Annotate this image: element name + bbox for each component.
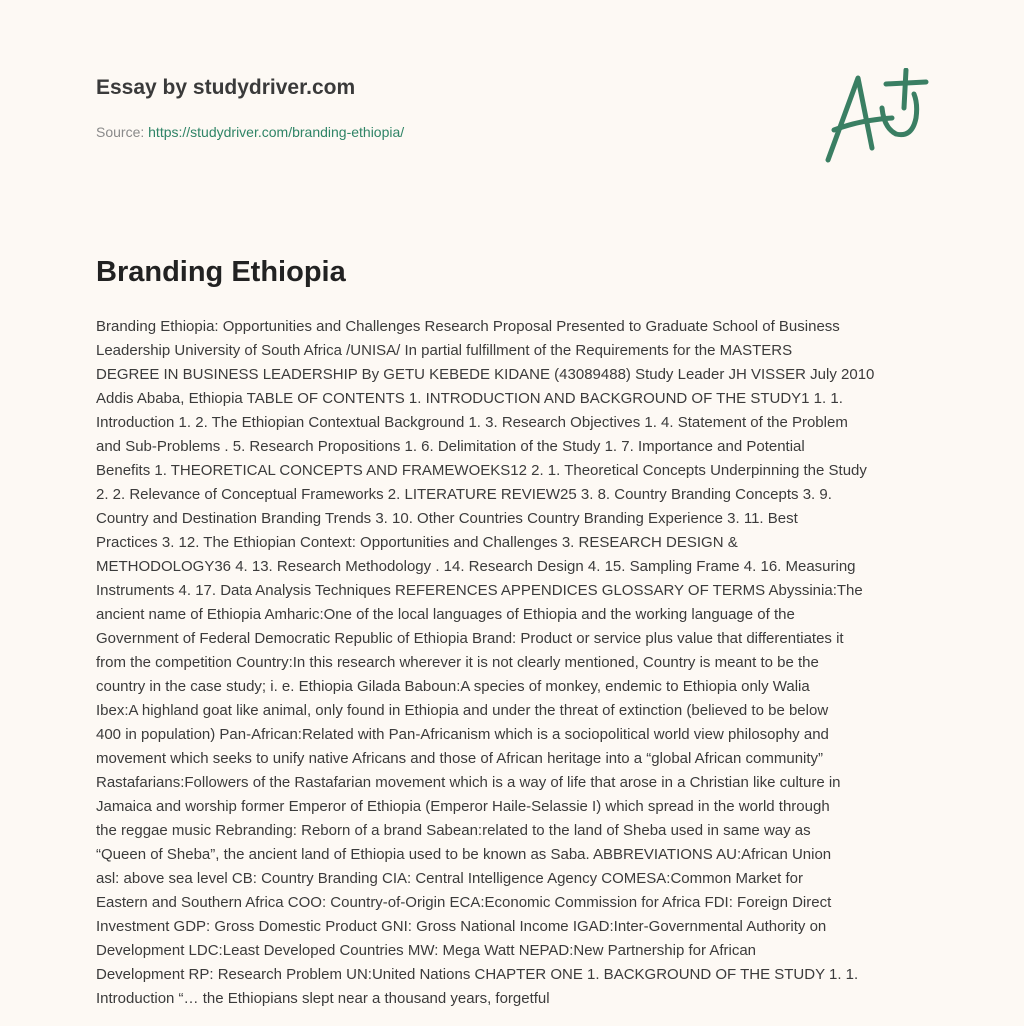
article-text-line: Introduction 1. 2. The Ethiopian Contextual Background 1. 3. Research Objectives 1. 4. Statement of the Problem bbox=[96, 414, 848, 431]
source-label: Source: bbox=[96, 124, 145, 140]
article-text-line: Country and Destination Branding Trends 3. 10. Other Countries Country Branding Experience 3. 11. Best bbox=[96, 510, 798, 527]
article-text-line: movement which seeks to unify native Africans and those of African heritage into a “global African community” bbox=[96, 750, 824, 767]
article-text-line: Jamaica and worship former Emperor of Ethiopia (Emperor Haile-Selassie I) which spread in the world through bbox=[96, 798, 830, 815]
article-text-line: ancient name of Ethiopia Amharic:One of the local languages of Ethiopia and the working language of the bbox=[96, 606, 795, 623]
article-text-line: Government of Federal Democratic Republic of Ethiopia Brand: Product or service plus value that differentiates it bbox=[96, 630, 844, 647]
article-text-line: Development RP: Research Problem UN:United Nations CHAPTER ONE 1. BACKGROUND OF THE STUDY 1. 1. bbox=[96, 966, 859, 983]
article-body bbox=[96, 315, 936, 1011]
article-text-line: and Sub-Problems . 5. Research Propositions 1. 6. Delimitation of the Study 1. 7. Importance and Potential bbox=[96, 438, 805, 455]
source-line bbox=[96, 124, 404, 140]
article-title: Branding Ethiopia bbox=[96, 256, 346, 288]
article-text-line: Branding Ethiopia: Opportunities and Challenges Research Proposal Presented to Graduate School of Business bbox=[96, 318, 840, 335]
article-text-line: Instruments 4. 17. Data Analysis Techniques REFERENCES APPENDICES GLOSSARY OF TERMS Abyssinia:The bbox=[96, 582, 863, 599]
article-text-line: Eastern and Southern Africa COO: Country-of-Origin ECA:Economic Commission for Africa FDI: Foreign Direct bbox=[96, 894, 832, 911]
article-text-line: Ibex:A highland goat like animal, only found in Ethiopia and under the threat of extinction (believed to be below bbox=[96, 702, 829, 719]
article-text-line: Investment GDP: Gross Domestic Product GNI: Gross National Income IGAD:Inter-Governmental Authority on bbox=[96, 918, 827, 935]
article-text-line: the reggae music Rebranding: Reborn of a brand Sabean:related to the land of Sheba used in same way as bbox=[96, 822, 811, 839]
article-text-line: Rastafarians:Followers of the Rastafarian movement which is a way of life that arose in a Christian like culture in bbox=[96, 774, 841, 791]
article-text-line: Benefits 1. THEORETICAL CONCEPTS AND FRAMEWOEKS12 2. 1. Theoretical Concepts Underpinning the Study bbox=[96, 462, 867, 479]
a-plus-logo-icon bbox=[820, 68, 930, 164]
article-text-line: from the competition Country:In this research wherever it is not clearly mentioned, Country is meant to be the bbox=[96, 654, 819, 671]
article-text-line: Introduction “… the Ethiopians slept near a thousand years, forgetful bbox=[96, 990, 550, 1007]
article-text-line: DEGREE IN BUSINESS LEADERSHIP By GETU KEBEDE KIDANE (43089488) Study Leader JH VISSER July 2010 bbox=[96, 366, 875, 383]
article-text-line: 400 in population) Pan-African:Related with Pan-Africanism which is a sociopolitical world view philosophy and bbox=[96, 726, 829, 743]
article-text-line: asl: above sea level CB: Country Branding CIA: Central Intelligence Agency COMESA:Common Market for bbox=[96, 870, 803, 887]
article-text-line: Leadership University of South Africa /UNISA/ In partial fulfillment of the Requirements for the MASTERS bbox=[96, 342, 793, 359]
article-text-line: Development LDC:Least Developed Countries MW: Mega Watt NEPAD:New Partnership for African bbox=[96, 942, 756, 959]
source-link[interactable]: https://studydriver.com/branding-ethiopia/ bbox=[148, 124, 405, 140]
site-label: Essay by studydriver.com bbox=[96, 76, 356, 99]
article-text-line: country in the case study; i. e. Ethiopia Gilada Baboun:A species of monkey, endemic to Ethiopia only Walia bbox=[96, 678, 810, 695]
article-text-line: Addis Ababa, Ethiopia TABLE OF CONTENTS 1. INTRODUCTION AND BACKGROUND OF THE STUDY1 1. 1. bbox=[96, 390, 843, 407]
article-text-line: 2. 2. Relevance of Conceptual Frameworks 2. LITERATURE REVIEW25 3. 8. Country Branding Concepts 3. 9. bbox=[96, 486, 832, 503]
article-text-line: Practices 3. 12. The Ethiopian Context: Opportunities and Challenges 3. RESEARCH DESIGN & bbox=[96, 534, 738, 551]
article-text-line: METHODOLOGY36 4. 13. Research Methodology . 14. Research Design 4. 15. Sampling Frame 4. 16. Measuring bbox=[96, 558, 856, 575]
article-text-line: “Queen of Sheba”, the ancient land of Ethiopia used to be known as Saba. ABBREVIATIONS AU:African Union bbox=[96, 846, 832, 863]
